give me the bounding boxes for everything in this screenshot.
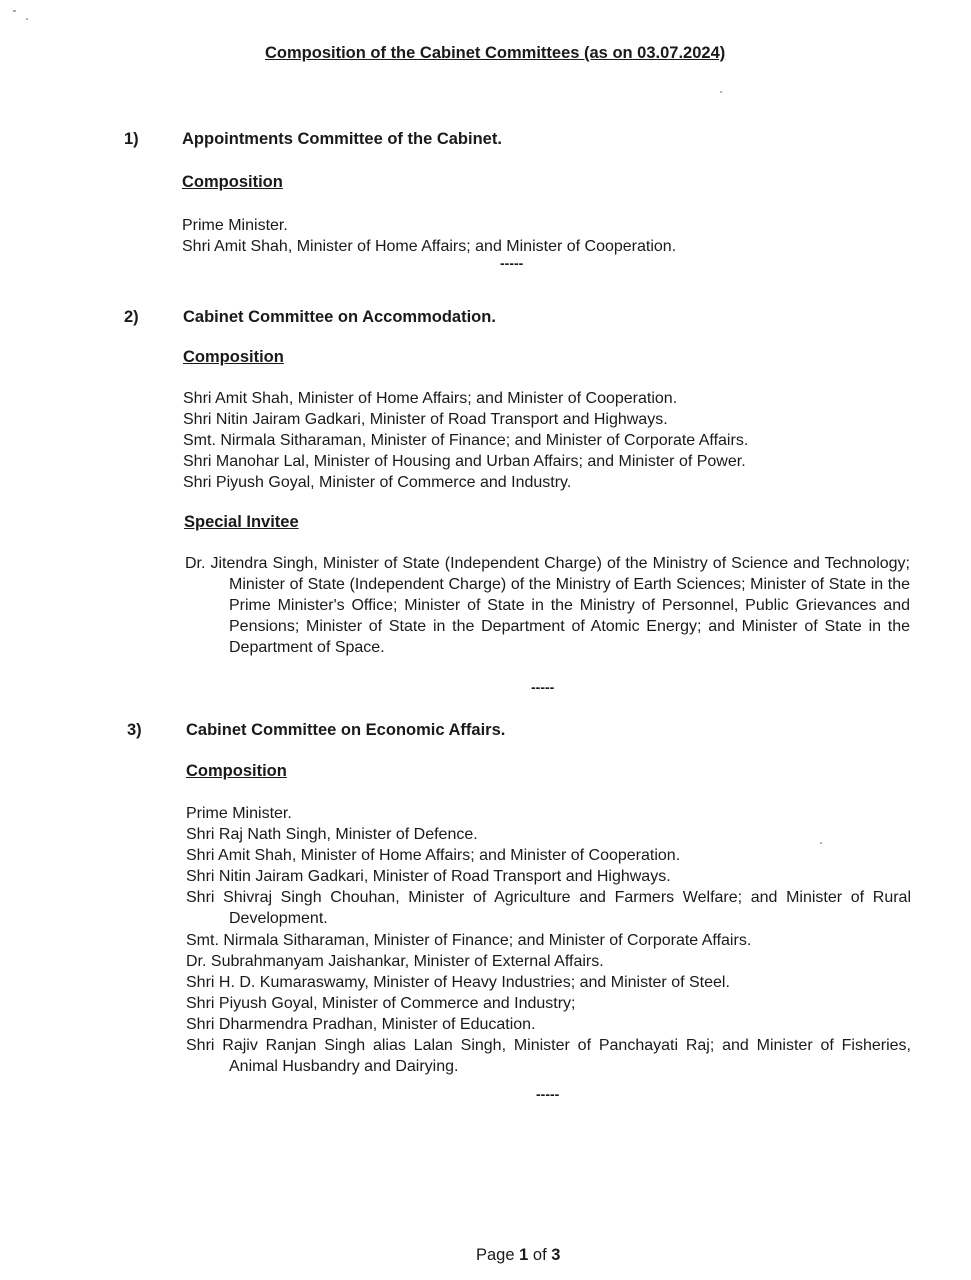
- member-item: Shri Manohar Lal, Minister of Housing and Urban Affairs; and Minister of Power.: [183, 453, 746, 470]
- member-item: Shri Amit Shah, Minister of Home Affairs; and Minister of Cooperation.: [182, 238, 677, 255]
- page-prefix: Page: [476, 1246, 520, 1264]
- member-item: Shri Nitin Jairam Gadkari, Minister of Road Transport and Highways.: [183, 411, 668, 428]
- member-item: Shri Piyush Goyal, Minister of Commerce and Industry.: [183, 474, 572, 491]
- member-item: Prime Minister.: [182, 217, 288, 234]
- section-number: 3): [127, 721, 142, 739]
- page-number: [476, 1246, 560, 1265]
- member-list: [182, 215, 912, 257]
- special-invitee-text: Dr. Jitendra Singh, Minister of State (Independent Charge) of the Ministry of Science and Technology; Minister of State (Independent Charge) of the Ministry of Earth Sciences; Minister of State in the Prime Minister's Office; Minister of State in the Ministry of Personnel, Public Grievances and Pensions; Minister of State in the Department of Atomic Energy; and Minister of State in the Department of Space.: [185, 555, 910, 656]
- page-total: 3: [551, 1246, 561, 1264]
- member-item: Shri Raj Nath Singh, Minister of Defence.: [186, 826, 478, 843]
- member-item: Shri Rajiv Ranjan Singh alias Lalan Singh, Minister of Panchayati Raj; and Minister of Fisheries, Animal Husbandry and Dairying.: [186, 1037, 911, 1075]
- member-item: Shri Amit Shah, Minister of Home Affairs; and Minister of Cooperation.: [183, 390, 678, 407]
- member-list: [183, 388, 913, 493]
- document-title: Composition of the Cabinet Committees (as on 03.07.2024): [265, 44, 726, 62]
- member-item: Shri Amit Shah, Minister of Home Affairs; and Minister of Cooperation.: [186, 847, 681, 864]
- section-title: Cabinet Committee on Economic Affairs.: [186, 721, 506, 739]
- section-number: 2): [124, 308, 139, 326]
- page-middle: of: [528, 1246, 552, 1264]
- member-item: Shri Piyush Goyal, Minister of Commerce and Industry;: [186, 995, 576, 1012]
- scan-speck: [720, 91, 722, 93]
- section-separator: -----: [500, 255, 524, 271]
- section-title: Cabinet Committee on Accommodation.: [183, 308, 496, 326]
- composition-heading: Composition: [183, 348, 284, 366]
- member-item: Smt. Nirmala Sitharaman, Minister of Finance; and Minister of Corporate Affairs.: [183, 432, 749, 449]
- scan-speck: [13, 10, 16, 12]
- member-item: Smt. Nirmala Sitharaman, Minister of Finance; and Minister of Corporate Affairs.: [186, 932, 752, 949]
- member-item: Shri H. D. Kumaraswamy, Minister of Heavy Industries; and Minister of Steel.: [186, 974, 730, 991]
- section-separator: -----: [536, 1086, 560, 1102]
- section-number: 1): [124, 130, 139, 148]
- composition-heading: Composition: [186, 762, 287, 780]
- member-item: Shri Shivraj Singh Chouhan, Minister of Agriculture and Farmers Welfare; and Minister of Rural Development.: [186, 889, 911, 927]
- section-title: Appointments Committee of the Cabinet.: [182, 130, 502, 148]
- member-list: [186, 803, 911, 1077]
- special-invitee-heading: Special Invitee: [184, 513, 299, 531]
- member-item: Prime Minister.: [186, 805, 292, 822]
- composition-heading: Composition: [182, 173, 283, 191]
- scan-speck: [26, 18, 28, 20]
- section-separator: -----: [531, 679, 555, 695]
- member-item: Dr. Subrahmanyam Jaishankar, Minister of External Affairs.: [186, 953, 604, 970]
- member-item: Shri Nitin Jairam Gadkari, Minister of Road Transport and Highways.: [186, 868, 671, 885]
- page-current: 1: [519, 1246, 529, 1264]
- member-item: Shri Dharmendra Pradhan, Minister of Education.: [186, 1016, 536, 1033]
